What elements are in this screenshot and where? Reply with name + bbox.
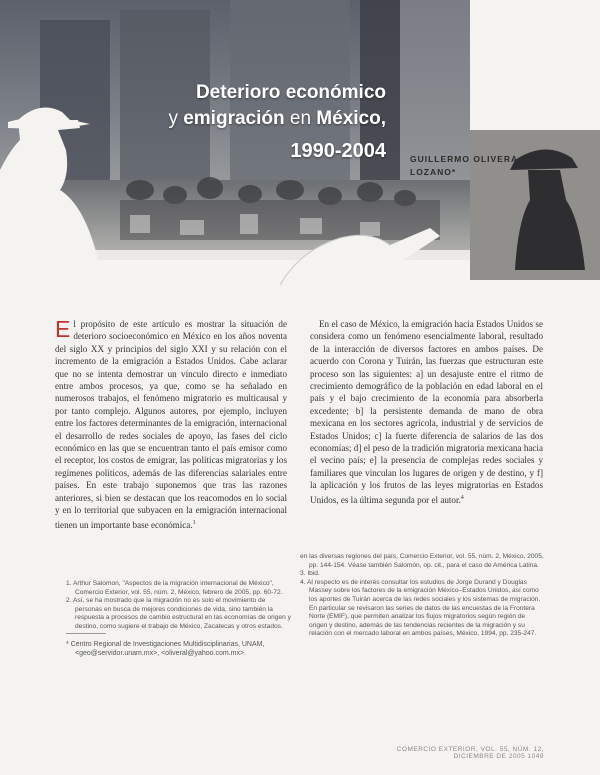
footnote-ref: 1	[192, 519, 196, 526]
title-line-2	[146, 106, 386, 132]
author-affiliation: * Centro Regional de Investigaciones Multidisciplinarias, UNAM, <geo@servidor.unam.mx>, <oliveral@yahoo.com.mx>.	[66, 641, 265, 657]
footnote-item: 3. Ibid.	[300, 570, 320, 578]
footnotes-right	[300, 553, 544, 639]
author-name: GUILLERMO OLIVERA	[410, 154, 519, 164]
body-column-right	[310, 318, 543, 506]
author-surname: LOZANO*	[410, 167, 457, 177]
footnote-ref: 4	[460, 494, 464, 501]
body-paragraph-left: l propósito de este artículo es mostrar la situación de deterioro socioeconómico en México en los años noventa del siglo XX y principios del siglo XXI y su relación con el incremento de la emigración a Estados Unidos. Cabe aclarar que no se intenta demostrar un vínculo directo e inmediato entre ambos procesos, ya que, como se ha señalado en numerosos trabajos, el fenómeno migratorio es multicausal y por tanto complejo. Algunos autores, por ejemplo, incluyen entre los factores determinantes de la emigración, internacional el desarrollo de redes sociales de apoyo, las fases del ciclo económico en las que se encuentran tanto el país emisor como el receptor, los costos de emigrar, las políticas migratorias y los regímenes políticos, además de las diferencias salariales entre países. En este trabajo suponemos que tras las razones anteriores, si bien se destacan que los reacomodos en lo social y en lo territorial que subyacen en la emigración internacional tienen un importante base económica.	[55, 319, 287, 530]
title-line-1: Deterioro económico	[195, 82, 386, 103]
running-footer: COMERCIO EXTERIOR, VOL. 55, NÚM. 12, DICIEMBRE DE 2005 1049	[396, 746, 544, 760]
footnote-item: 2. Así, se ha mostrado que la migración no es solo el movimiento de personas en busca de mejores condiciones de vida, sino también la respuesta a procesos de cambio estructural en las economías de origen y destino, como sugiere el trabajo de México, Zacatecas y otros estados.	[66, 597, 291, 630]
body-paragraph-right: En el caso de México, la emigración hacia Estados Unidos se considera como un fenómeno esencialmente laboral, resultado de la interacción de diversos factores en ambos países. De acuerdo con Corona y Tuirán, las fuerzas que estructuran este proceso son las siguientes: a] un desajuste entre el ritmo de crecimiento demográfico de la población en edad laboral en el país y el bajo crecimiento de la economía para absorberla excedente; b] la persistente demanda de mano de obra mexicana en los sectores agrícola, industrial y de servicios de Estados Unidos; c] la fuerte diferencia de salarios de las dos economías; d] el peso de la tradición migratoria mexicana hacia el vecino país; e] la presencia de complejas redes sociales y familiares que vinculan los lugares de origen y de destino, y f] la aplicación y los frutos de las leyes migratorias en Estados Unidos, es la última segunda por el autor.	[310, 319, 543, 505]
footnote-item: 4. Al respecto es de interés consultar los estudios de Jorge Durand y Douglas Massey sobre los factores de la emigración México–Estados Unidos, así como los aportes de Tuirán acerca de las redes sociales y los sistemas de migración. En particular se revisaron las series de datos de las encuestas de la Frontera Norte (EMIF), que permiten analizar los flujos migratorios según región de origen y destino, además de las tendencias recientes de la migración y su relación con el mercado laboral en ambos países, México, 1994, pp. 235-247.	[300, 578, 541, 638]
author-byline	[410, 153, 518, 179]
title-word-mexico: México,	[316, 108, 386, 129]
drop-cap: E	[55, 316, 71, 342]
article-title	[146, 80, 386, 168]
title-years: 1990-2004	[290, 140, 386, 162]
title-word-emigracion: emigración	[183, 108, 285, 129]
body-column-left	[55, 318, 287, 531]
footnote-item: en las diversas regiones del país, Comercio Exterior, vol. 55, núm. 2, México, 2005, pp. 144-154. Véase también Salomón, op. cit., para el caso de América Latina.	[300, 553, 544, 569]
footnote-item: 1. Arthur Salomon, "Aspectos de la migración internacional de México", Comercio Exterior, vol. 55, núm. 2, México, febrero de 2005, pp. 60-72.	[66, 580, 283, 596]
title-word-en: en	[284, 108, 317, 129]
footnote-divider	[66, 633, 106, 634]
footnotes-left	[66, 580, 291, 632]
title-word-y: y	[168, 108, 184, 129]
